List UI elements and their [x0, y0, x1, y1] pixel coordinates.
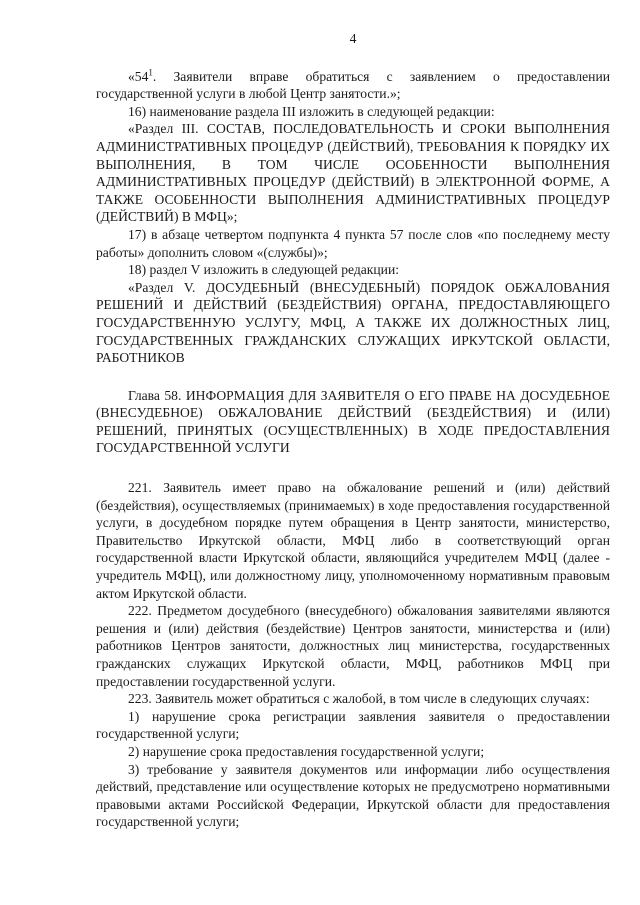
- paragraph-item-17: 17) в абзаце четвертом подпункта 4 пункта 57 после слов «по последнему месту работы» дополнить словом «(службы)»;: [96, 226, 610, 260]
- section-iii-title: «Раздел III. СОСТАВ, ПОСЛЕДОВАТЕЛЬНОСТЬ И СРОКИ ВЫПОЛНЕНИЯ АДМИНИСТРАТИВНЫХ ПРОЦЕДУР (ДЕЙСТВИЙ), ТРЕБОВАНИЯ К ПОРЯДКУ ИХ ВЫПОЛНЕНИЯ, В ТОМ ЧИСЛЕ ОСОБЕННОСТИ ВЫПОЛНЕНИЯ АДМИНИСТРАТИВНЫХ ПРОЦЕДУР (ДЕЙСТВИЙ) В ЭЛЕКТРОННОЙ ФОРМЕ, А ТАКЖЕ ОСОБЕННОСТИ ВЫПОЛНЕНИЯ АДМИНИСТРАТИВНЫХ ПРОЦЕДУР (ДЕЙСТВИЙ) В МФЦ»;: [96, 121, 610, 225]
- page-number: 4: [349, 31, 357, 46]
- paragraph-222: 222. Предметом досудебного (внесудебного) обжалования заявителями являются решения и (или) действия (бездействие) Центров занятости, министерства и (или) работников Центров занятости, должностных лиц министерства, государственных гражданских служащих Иркутской области, МФЦ, работников МФЦ при предоставлении государственной услуги.: [96, 603, 610, 689]
- paragraph-223: 223. Заявитель может обратиться с жалобой, в том числе в следующих случаях:: [128, 691, 590, 707]
- paragraph-54-1-start: «54: [128, 68, 149, 84]
- superscript-1: 1: [148, 67, 153, 78]
- list-item-2: 2) нарушение срока предоставления государственной услуги;: [128, 743, 485, 759]
- paragraph-item-16: 16) наименование раздела III изложить в следующей редакции:: [128, 103, 495, 119]
- paragraph-item-18: 18) раздел V изложить в следующей редакции:: [128, 262, 400, 278]
- chapter-58-heading: Глава 58. ИНФОРМАЦИЯ ДЛЯ ЗАЯВИТЕЛЯ О ЕГО ПРАВЕ НА ДОСУДЕБНОЕ (ВНЕСУДЕБНОЕ) ОБЖАЛОВАНИЕ ДЕЙСТВИЙ (БЕЗДЕЙСТВИЯ) И (ИЛИ) РЕШЕНИЙ, ПРИНЯТЫХ (ОСУЩЕСТВЛЕННЫХ) В ХОДЕ ПРЕДОСТАВЛЕНИЯ ГОСУДАРСТВЕННОЙ УСЛУГИ: [96, 387, 610, 456]
- paragraph-54-1: [96, 68, 610, 103]
- paragraph-54-1-rest: . Заявители вправе обратиться с заявлением о предоставлении государственной услуги в любой Центр занятости.»;: [96, 68, 610, 102]
- list-item-1: 1) нарушение срока регистрации заявления заявителя о предоставлении государственной услуги;: [96, 708, 610, 742]
- paragraph-221: 221. Заявитель имеет право на обжалование решений и (или) действий (бездействия), осуществляемых (принимаемых) в ходе предоставления государственной услуги, в досудебном порядке путем обращения в Центр занятости, министерство, Правительство Иркутской области, МФЦ либо в соответствующий орган государственной власти Иркутской области, являющийся учредителем МФЦ (далее - учредитель МФЦ), или должностному лицу, уполномоченному нормативным правовым актом Иркутской области.: [96, 480, 610, 601]
- list-item-3: 3) требование у заявителя документов или информации либо осуществления действий, представление или осуществление которых не предусмотрено нормативными правовыми актами Российской Федерации, Иркутской области для предоставления государственной услуги;: [96, 761, 610, 830]
- section-v-title: «Раздел V. ДОСУДЕБНЫЙ (ВНЕСУДЕБНЫЙ) ПОРЯДОК ОБЖАЛОВАНИЯ РЕШЕНИЙ И ДЕЙСТВИЙ (БЕЗДЕЙСТВИЯ) ОРГАНА, ПРЕДОСТАВЛЯЮЩЕГО ГОСУДАРСТВЕННУЮ УСЛУГУ, МФЦ, А ТАКЖЕ ИХ ДОЛЖНОСТНЫХ ЛИЦ, ГОСУДАРСТВЕННЫХ ГРАЖДАНСКИХ СЛУЖАЩИХ ИРКУТСКОЙ ОБЛАСТИ, РАБОТНИКОВ: [96, 279, 610, 366]
